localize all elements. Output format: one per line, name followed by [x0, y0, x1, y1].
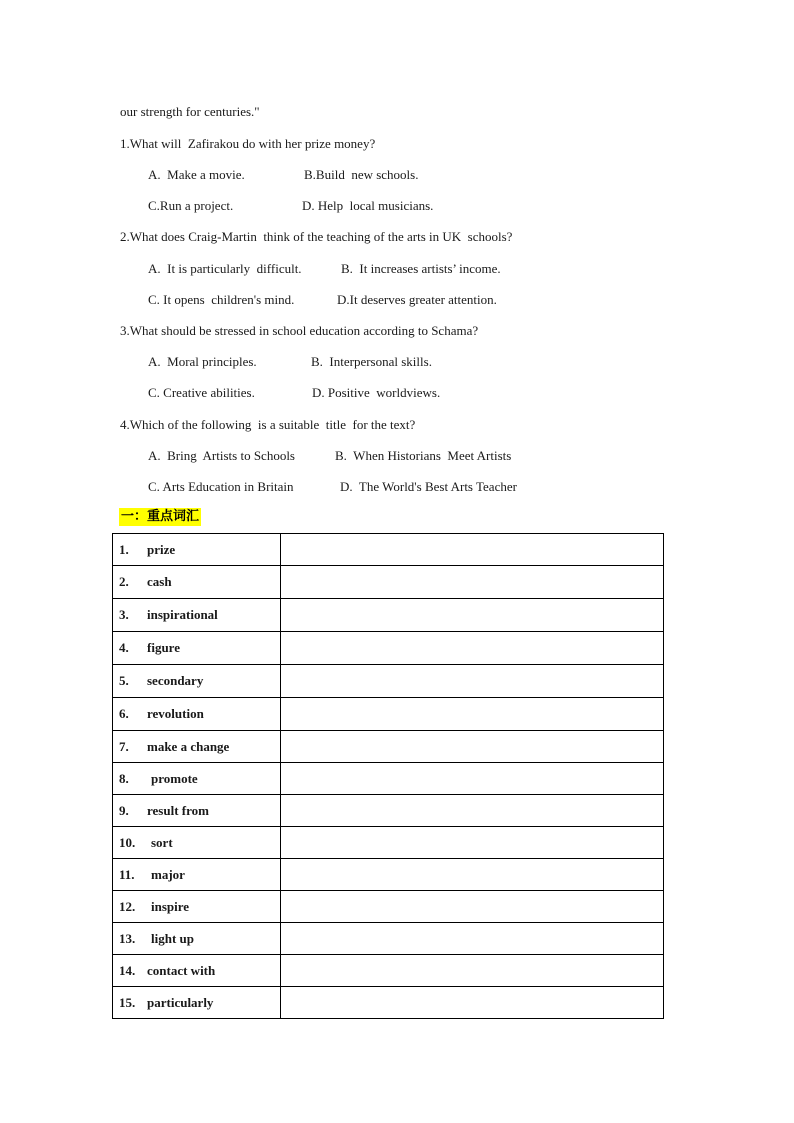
- q2-option-a: A. It is particularly difficult.: [148, 261, 302, 276]
- vocab-answer-cell[interactable]: [281, 827, 664, 859]
- vocab-answer-cell[interactable]: [281, 859, 664, 891]
- vocab-row: [113, 665, 664, 698]
- vocab-term: contact with: [147, 962, 216, 978]
- vocab-number: 9.: [119, 802, 129, 818]
- vocab-number: 15.: [119, 994, 136, 1010]
- vocab-word-cell: [113, 923, 281, 955]
- vocab-answer-cell[interactable]: [281, 731, 664, 763]
- vocab-answer-cell[interactable]: [281, 665, 664, 698]
- vocab-row: [113, 795, 664, 827]
- vocab-answer-cell[interactable]: [281, 566, 664, 599]
- vocab-term: particularly: [147, 994, 214, 1010]
- vocab-row: [113, 763, 664, 795]
- vocab-term: promote: [151, 770, 198, 786]
- vocab-number: 11.: [119, 866, 135, 882]
- vocab-answer-cell[interactable]: [281, 534, 664, 566]
- vocab-term: prize: [147, 541, 176, 557]
- vocab-word-cell: [113, 763, 281, 795]
- vocab-row: [113, 599, 664, 632]
- vocab-row: [113, 534, 664, 566]
- vocab-word-cell: [113, 795, 281, 827]
- vocab-answer-cell[interactable]: [281, 955, 664, 987]
- vocab-number: 12.: [119, 898, 136, 914]
- vocab-word-cell: [113, 827, 281, 859]
- section-heading: 一：重点词汇: [121, 509, 200, 524]
- vocab-number: 1.: [119, 541, 129, 557]
- vocab-term: result from: [147, 802, 209, 818]
- q2-option-b: B. It increases artists’ income.: [341, 261, 501, 276]
- vocab-number: 8.: [119, 770, 129, 786]
- q3-option-c: C. Creative abilities.: [148, 385, 255, 400]
- q1-option-d: D. Help local musicians.: [302, 198, 434, 213]
- vocab-table: [112, 533, 664, 1019]
- vocab-term: major: [151, 866, 185, 882]
- vocab-number: 5.: [119, 673, 129, 688]
- vocab-answer-cell[interactable]: [281, 891, 664, 923]
- q3-option-a: A. Moral principles.: [148, 354, 257, 369]
- vocab-answer-cell[interactable]: [281, 632, 664, 665]
- vocab-word-cell: [113, 987, 281, 1019]
- vocab-word-cell: [113, 534, 281, 566]
- intro-line: our strength for centuries.": [120, 104, 260, 119]
- vocab-term: secondary: [147, 673, 204, 688]
- vocab-term: revolution: [147, 706, 204, 721]
- vocab-row: [113, 632, 664, 665]
- vocab-term: inspire: [151, 898, 190, 914]
- vocab-row: [113, 566, 664, 599]
- q3-option-b: B. Interpersonal skills.: [311, 354, 432, 369]
- vocab-answer-cell[interactable]: [281, 698, 664, 731]
- vocab-number: 4.: [119, 640, 129, 655]
- vocab-row: [113, 923, 664, 955]
- vocab-word-cell: [113, 698, 281, 731]
- vocab-number: 7.: [119, 738, 129, 754]
- question-2-text: 2.What does Craig-Martin think of the teaching of the arts in UK schools?: [120, 229, 513, 244]
- vocab-row: [113, 987, 664, 1019]
- vocab-answer-cell[interactable]: [281, 923, 664, 955]
- vocab-word-cell: [113, 566, 281, 599]
- vocab-row: [113, 891, 664, 923]
- q4-option-b: B. When Historians Meet Artists: [335, 448, 512, 463]
- vocab-term: sort: [151, 834, 173, 850]
- vocab-word-cell: [113, 891, 281, 923]
- vocab-number: 13.: [119, 930, 136, 946]
- vocab-answer-cell[interactable]: [281, 795, 664, 827]
- vocab-answer-cell[interactable]: [281, 987, 664, 1019]
- vocab-number: 10.: [119, 834, 136, 850]
- vocab-term: figure: [147, 640, 180, 655]
- vocab-word-cell: [113, 665, 281, 698]
- vocab-row: [113, 698, 664, 731]
- q4-option-a: A. Bring Artists to Schools: [148, 448, 295, 463]
- vocab-number: 14.: [119, 962, 136, 978]
- vocab-answer-cell[interactable]: [281, 763, 664, 795]
- question-1-text: 1.What will Zafirakou do with her prize money?: [120, 136, 376, 151]
- q1-option-c: C.Run a project.: [148, 198, 234, 213]
- vocab-term: inspirational: [147, 607, 218, 622]
- q4-option-c: C. Arts Education in Britain: [148, 479, 294, 494]
- vocab-number: 2.: [119, 574, 129, 589]
- q1-option-a: A. Make a movie.: [148, 167, 245, 182]
- q2-option-c: C. It opens children's mind.: [148, 292, 295, 307]
- vocab-term: cash: [147, 574, 172, 589]
- vocab-row: [113, 859, 664, 891]
- question-4-text: 4.Which of the following is a suitable title for the text?: [120, 417, 416, 432]
- vocab-row: [113, 955, 664, 987]
- q3-option-d: D. Positive worldviews.: [312, 385, 441, 400]
- question-3-text: 3.What should be stressed in school education according to Schama?: [120, 323, 479, 338]
- vocab-word-cell: [113, 731, 281, 763]
- vocab-number: 6.: [119, 706, 129, 721]
- vocab-word-cell: [113, 955, 281, 987]
- vocab-word-cell: [113, 632, 281, 665]
- vocab-answer-cell[interactable]: [281, 599, 664, 632]
- vocab-row: [113, 731, 664, 763]
- vocab-row: [113, 827, 664, 859]
- q1-option-b: B.Build new schools.: [304, 167, 419, 182]
- vocab-number: 3.: [119, 607, 129, 622]
- q4-option-d: D. The World's Best Arts Teacher: [340, 479, 517, 494]
- vocab-term: light up: [151, 930, 194, 946]
- vocab-term: make a change: [147, 738, 230, 754]
- q2-option-d: D.It deserves greater attention.: [337, 292, 497, 307]
- vocab-word-cell: [113, 859, 281, 891]
- vocab-word-cell: [113, 599, 281, 632]
